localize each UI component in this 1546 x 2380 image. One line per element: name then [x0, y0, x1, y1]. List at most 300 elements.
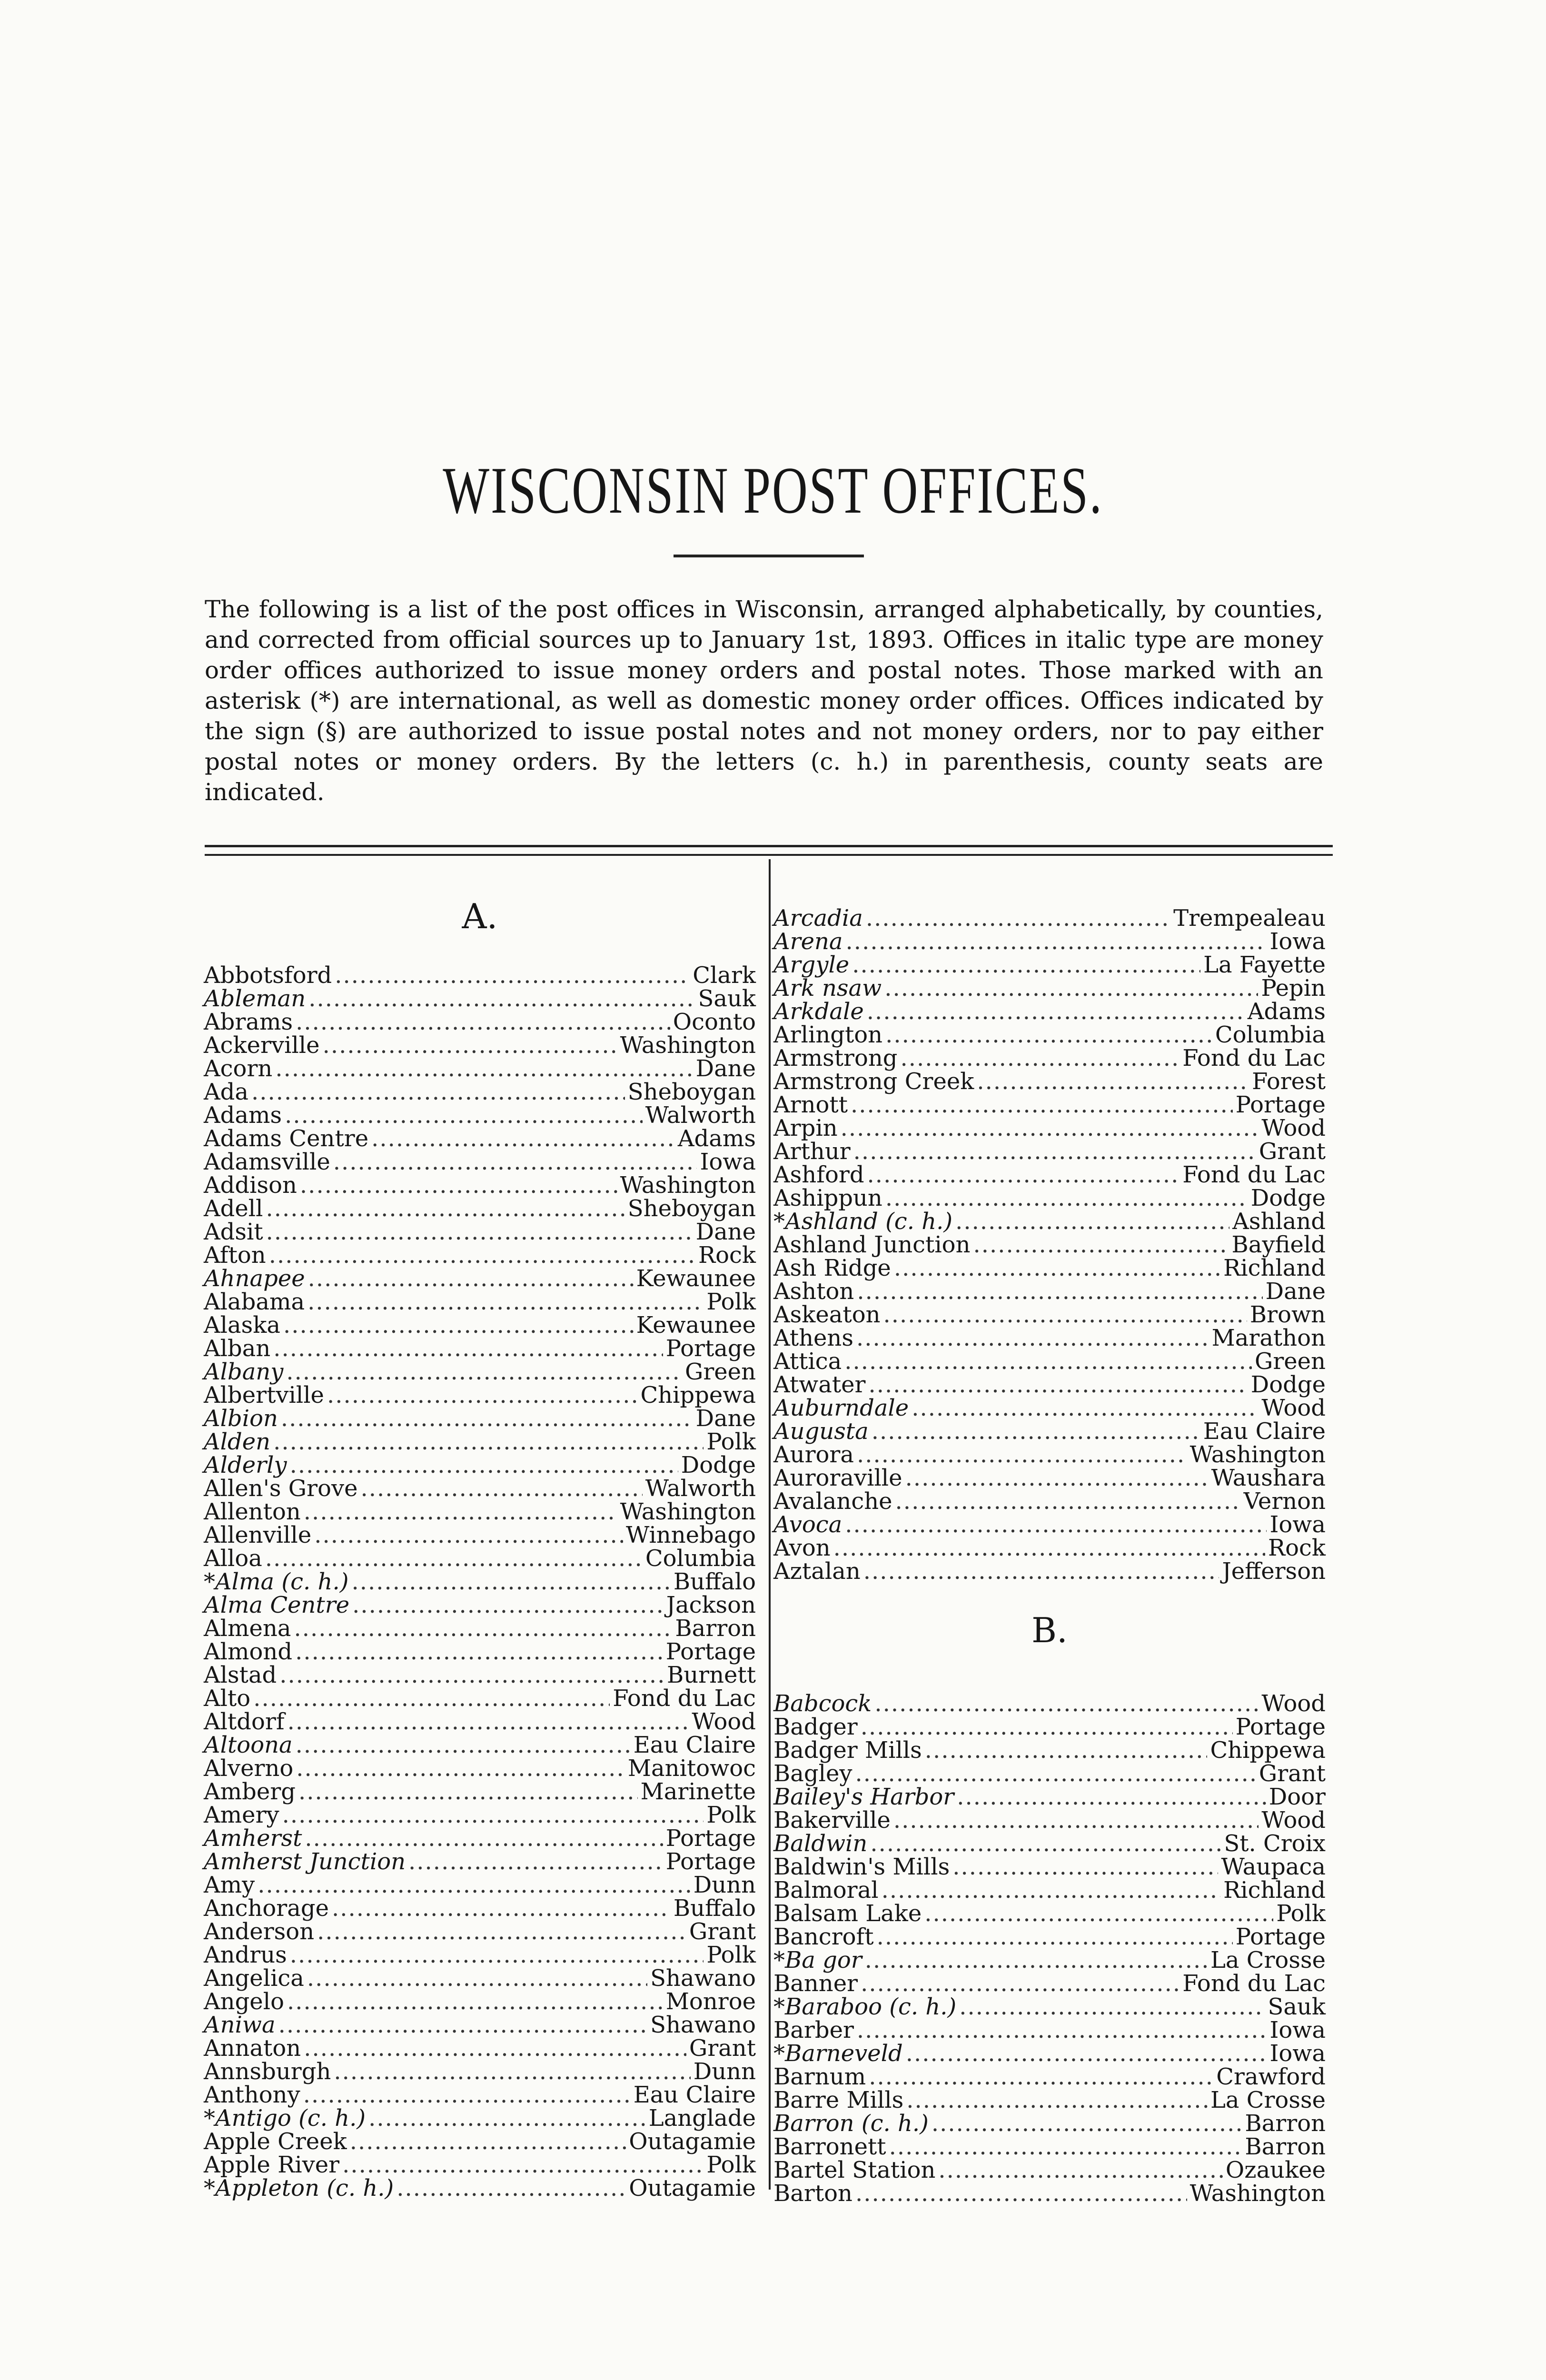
office-name: *Alma (c. h.): [204, 1568, 349, 1595]
dot-leader: [857, 2019, 1267, 2042]
dot-leader: [265, 1547, 643, 1570]
dot-leader: [924, 1902, 1273, 1925]
county-name: Fond du Lac: [1182, 1045, 1326, 1071]
office-name: Barre Mills: [773, 2087, 904, 2113]
office-name: Bagley: [773, 1760, 852, 1787]
county-name: Forest: [1252, 1068, 1326, 1095]
dot-leader: [286, 1360, 682, 1383]
office-name: Bartel Station: [773, 2157, 936, 2183]
dot-leader: [287, 1710, 689, 1733]
double-rule-divider: [205, 845, 1333, 856]
post-office-entry: [773, 2019, 1326, 2042]
post-office-entry: [204, 1127, 756, 1150]
office-name: Amy: [204, 1872, 255, 1898]
post-office-entry: [204, 1874, 756, 1896]
post-office-entry: [204, 1477, 756, 1500]
county-name: Pepin: [1261, 975, 1326, 1002]
office-name: Annaton: [204, 2035, 301, 2062]
post-office-entry: [773, 977, 1326, 1000]
post-office-entry: [204, 2130, 756, 2153]
county-name: Burnett: [666, 1662, 756, 1688]
county-name: Marathon: [1211, 1325, 1326, 1351]
office-name: *Appleton (c. h.): [204, 2175, 394, 2202]
county-name: Polk: [706, 2152, 756, 2178]
post-office-entry: [773, 1785, 1326, 1808]
county-name: Polk: [706, 1942, 756, 1968]
post-office-entry: [204, 1384, 756, 1407]
county-name: Grant: [1259, 1760, 1326, 1787]
post-office-entry: [204, 1337, 756, 1360]
county-name: Dodge: [1250, 1371, 1326, 1398]
post-office-entry: [204, 1081, 756, 1103]
office-name: Banner: [773, 1970, 858, 1997]
dot-leader: [295, 1640, 663, 1663]
office-name: Amberg: [204, 1778, 296, 1805]
office-name: Allen's Grove: [204, 1475, 358, 1502]
post-office-entry: [773, 1855, 1326, 1878]
office-name: Alverno: [204, 1755, 294, 1782]
county-name: Shawano: [650, 2012, 756, 2038]
office-name: *Ba gor: [773, 1947, 862, 1973]
dot-leader: [281, 1407, 693, 1430]
county-name: Dane: [1265, 1278, 1326, 1305]
county-name: Columbia: [645, 1545, 756, 1572]
post-office-entry: [773, 1490, 1326, 1513]
office-name: Adams Centre: [204, 1125, 369, 1152]
post-office-entry: [204, 1547, 756, 1570]
office-name: Adsit: [204, 1219, 263, 1245]
post-office-entry: [773, 1047, 1326, 1070]
office-name: Argyle: [773, 952, 850, 978]
office-name: Ableman: [204, 985, 306, 1012]
dot-leader: [305, 1827, 663, 1850]
county-name: Dodge: [681, 1452, 756, 1478]
office-name: Balmoral: [773, 1877, 879, 1904]
dot-leader: [342, 2153, 704, 2176]
post-office-entry: [204, 2060, 756, 2083]
post-office-entry: [204, 2013, 756, 2036]
county-name: Fond du Lac: [613, 1685, 756, 1712]
office-name: Alma Centre: [204, 1592, 350, 1618]
county-name: Portage: [1235, 1091, 1326, 1118]
office-name: Amherst: [204, 1825, 302, 1852]
office-name: Arcadia: [773, 905, 863, 932]
dot-leader: [885, 1023, 1212, 1046]
office-name: Armstrong Creek: [773, 1068, 974, 1095]
office-name: Alabama: [204, 1289, 305, 1315]
office-name: Balsam Lake: [773, 1900, 922, 1927]
dot-leader: [867, 1000, 1245, 1023]
post-office-entry: [773, 1210, 1326, 1233]
office-name: *Antigo (c. h.): [204, 2105, 366, 2132]
dot-leader: [266, 1197, 625, 1220]
post-office-entry: [204, 1057, 756, 1080]
post-office-entry: [204, 1687, 756, 1710]
dot-leader: [317, 1920, 686, 1943]
dot-leader: [314, 1524, 623, 1547]
office-name: Anchorage: [204, 1895, 329, 1922]
dot-leader: [303, 2083, 631, 2106]
county-name: Polk: [706, 1289, 756, 1315]
county-name: Walworth: [645, 1102, 756, 1129]
post-office-entry: [773, 1949, 1326, 1972]
dot-leader: [352, 1594, 664, 1616]
dot-leader: [883, 1303, 1247, 1326]
office-name: Barton: [773, 2180, 852, 2207]
dot-leader: [853, 1140, 1256, 1163]
post-office-entry: [204, 1920, 756, 1943]
office-name: Arlington: [773, 1021, 883, 1048]
county-name: Washington: [620, 1032, 756, 1059]
dot-leader: [335, 964, 690, 987]
dot-leader: [327, 1384, 637, 1407]
post-office-entry: [773, 2042, 1326, 2065]
dot-leader: [874, 1692, 1259, 1715]
post-office-entry: [204, 1617, 756, 1640]
dot-leader: [846, 930, 1267, 953]
post-office-entry: [773, 2065, 1326, 2088]
county-name: Manitowoc: [627, 1755, 756, 1782]
post-office-entry: [773, 953, 1326, 976]
post-office-entry: [773, 1257, 1326, 1279]
post-office-entry: [773, 2182, 1326, 2205]
office-name: Badger: [773, 1714, 858, 1740]
post-office-entry: [773, 1972, 1326, 1995]
post-office-entry: [204, 964, 756, 987]
office-name: Amery: [204, 1802, 279, 1828]
post-office-entry: [773, 1117, 1326, 1140]
county-name: Adams: [1247, 998, 1326, 1025]
office-name: Alderly: [204, 1452, 287, 1478]
office-name: Albion: [204, 1405, 278, 1432]
dot-leader: [285, 1104, 643, 1127]
post-office-entry: [204, 2083, 756, 2106]
office-name: Babcock: [773, 1690, 872, 1717]
post-office-entry: [773, 1000, 1326, 1023]
dot-leader: [889, 2135, 1242, 2158]
office-name: Addison: [204, 1172, 297, 1199]
office-name: Arpin: [773, 1115, 838, 1141]
dot-leader: [957, 1785, 1266, 1808]
dot-leader: [884, 977, 1258, 1000]
dot-leader: [253, 1687, 610, 1710]
intro-paragraph: The following is a list of the post offices in Wisconsin, arranged alphabetically, by counties, and corrected from official sources up to January 1st, 1893. Offices in italic type are money order offices authorized to issue money orders and postal notes. Those marked with an asterisk (*) are international, as well as domestic money order offices. Offices indicated by the sign (§) are authorized to issue postal notes and not money orders, nor to pay either postal notes or money orders. By the letters (c. h.) in parenthesis, county seats are indicated.: [205, 595, 1323, 806]
post-office-entry: [204, 1594, 756, 1616]
county-name: Grant: [689, 2035, 756, 2062]
dot-leader: [906, 2089, 1208, 2112]
dot-leader: [906, 2042, 1267, 2065]
county-name: Sauk: [1268, 1993, 1326, 2020]
office-name: Almena: [204, 1615, 291, 1642]
office-name: Badger Mills: [773, 1737, 922, 1764]
dot-leader: [298, 1780, 638, 1803]
section-heading-b: B.: [1031, 1610, 1068, 1650]
post-office-entry: [773, 1902, 1326, 1925]
county-name: Iowa: [1269, 2017, 1326, 2043]
office-name: Amherst Junction: [204, 1848, 406, 1875]
county-name: Chippewa: [640, 1382, 756, 1408]
post-office-entry: [204, 1757, 756, 1780]
dot-leader: [841, 1117, 1259, 1140]
county-name: Green: [684, 1359, 756, 1385]
dot-leader: [269, 1244, 695, 1267]
office-name: Afton: [204, 1242, 266, 1269]
post-office-entry: [204, 1500, 756, 1523]
office-name: Altdorf: [204, 1708, 285, 1735]
post-office-entry: [773, 1397, 1326, 1419]
office-name: Alaska: [204, 1312, 280, 1339]
county-name: Dane: [695, 1405, 756, 1432]
county-name: Waupaca: [1221, 1854, 1326, 1880]
county-name: Iowa: [1269, 928, 1326, 955]
county-name: Portage: [665, 1825, 756, 1852]
dot-leader: [885, 1187, 1248, 1210]
county-name: Brown: [1249, 1301, 1326, 1328]
office-name: Bailey's Harbor: [773, 1784, 954, 1810]
county-name: Adams: [677, 1125, 756, 1152]
county-name: Grant: [689, 1918, 756, 1945]
county-name: Washington: [1189, 2180, 1326, 2207]
post-office-entry: [773, 1995, 1326, 2018]
section-heading-a: A.: [462, 896, 498, 936]
county-name: Dunn: [693, 1872, 756, 1898]
dot-leader: [865, 1949, 1208, 1972]
county-name: Richland: [1223, 1877, 1326, 1904]
dot-leader: [351, 1570, 670, 1593]
county-name: Sheboygan: [627, 1079, 756, 1105]
office-name: Andrus: [204, 1942, 287, 1968]
dot-leader: [861, 1972, 1179, 1995]
dot-leader: [282, 1804, 704, 1826]
office-name: Allenville: [204, 1522, 312, 1548]
dot-leader: [304, 1500, 617, 1523]
county-name: Buffalo: [673, 1568, 756, 1595]
office-name: Ashland Junction: [773, 1231, 971, 1258]
office-name: Baldwin: [773, 1830, 868, 1857]
post-office-entry: [204, 1827, 756, 1850]
dot-leader: [368, 2107, 646, 2130]
county-name: Outagamie: [629, 2128, 756, 2155]
office-name: Adams: [204, 1102, 282, 1129]
dot-leader: [894, 1257, 1220, 1279]
office-name: Attica: [773, 1348, 842, 1375]
post-office-entry: [204, 2177, 756, 2200]
county-name: Ashland: [1232, 1208, 1326, 1235]
dot-leader: [296, 1734, 631, 1756]
page-title: WISCONSIN POST OFFICES.: [443, 454, 1103, 527]
county-name: Columbia: [1215, 1021, 1326, 1048]
dot-leader: [278, 2013, 647, 2036]
post-office-entry: [773, 1832, 1326, 1855]
dot-leader: [938, 2159, 1223, 2182]
office-name: Alban: [204, 1335, 271, 1362]
post-office-entry: [204, 987, 756, 1010]
office-name: Anderson: [204, 1918, 315, 1945]
post-office-entry: [204, 1430, 756, 1453]
dot-leader: [959, 1995, 1265, 2018]
office-name: Arkdale: [773, 998, 864, 1025]
dot-leader: [323, 1034, 617, 1057]
office-name: Aztalan: [773, 1558, 861, 1585]
office-name: Alloa: [204, 1545, 262, 1572]
dot-leader: [287, 1990, 663, 2013]
county-name: Polk: [1276, 1900, 1326, 1927]
office-name: Angelica: [204, 1965, 304, 1992]
office-name: Ash Ridge: [773, 1255, 891, 1281]
column-divider: [769, 859, 771, 2190]
dot-leader: [932, 2112, 1242, 2135]
office-name: *Baraboo (c. h.): [773, 1993, 957, 2020]
post-office-entry: [204, 1034, 756, 1057]
office-name: Albany: [204, 1359, 284, 1385]
office-name: Augusta: [773, 1418, 869, 1445]
office-name: Atwater: [773, 1371, 866, 1398]
post-office-entry: [204, 1967, 756, 1990]
office-name: Avalanche: [773, 1488, 892, 1515]
dot-leader: [290, 1454, 678, 1477]
county-name: Iowa: [1269, 1511, 1326, 1538]
dot-leader: [872, 1420, 1200, 1443]
county-name: Dodge: [1250, 1185, 1326, 1211]
post-office-entry: [773, 1809, 1326, 1832]
post-office-entry: [773, 1537, 1326, 1559]
post-office-entry: [773, 1140, 1326, 1163]
office-name: Abrams: [204, 1009, 293, 1035]
post-office-entry: [204, 2153, 756, 2176]
county-name: Vernon: [1243, 1488, 1326, 1515]
post-office-entry: [773, 1513, 1326, 1536]
county-name: Barron: [1245, 2110, 1326, 2137]
county-name: Portage: [665, 1848, 756, 1875]
dot-leader: [882, 1879, 1221, 1902]
county-name: Rock: [1268, 1535, 1326, 1561]
post-office-entry: [773, 1762, 1326, 1785]
post-office-entry: [204, 1944, 756, 1966]
county-name: Walworth: [645, 1475, 756, 1502]
office-name: Ada: [204, 1079, 249, 1105]
county-name: Kewaunee: [636, 1312, 756, 1339]
office-name: Angelo: [204, 1988, 284, 2015]
county-name: La Crosse: [1210, 1947, 1326, 1973]
office-name: Annsburgh: [204, 2058, 331, 2085]
post-office-entry: [204, 2107, 756, 2130]
county-name: Clark: [693, 962, 756, 989]
post-office-entry: [204, 1897, 756, 1920]
post-office-entry: [773, 1560, 1326, 1583]
dot-leader: [867, 1163, 1180, 1186]
post-office-entry: [773, 1327, 1326, 1349]
county-name: Fond du Lac: [1182, 1161, 1326, 1188]
county-name: Washington: [620, 1172, 756, 1199]
office-name: Alto: [204, 1685, 251, 1712]
office-name: Adamsville: [204, 1149, 330, 1175]
office-name: Almond: [204, 1638, 293, 1665]
dot-leader: [863, 1560, 1219, 1583]
county-name: Dane: [695, 1219, 756, 1245]
office-name: Barron (c. h.): [773, 2110, 929, 2137]
dot-leader: [912, 1397, 1259, 1419]
county-name: Dane: [695, 1055, 756, 1082]
post-office-entry: [204, 1011, 756, 1033]
office-name: Avon: [773, 1535, 831, 1561]
county-name: Wood: [1261, 1807, 1326, 1834]
dot-leader: [408, 1850, 663, 1873]
county-name: Chippewa: [1210, 1737, 1326, 1764]
county-name: Portage: [1235, 1714, 1326, 1740]
post-office-entry: [773, 1739, 1326, 1762]
dot-leader: [844, 1350, 1252, 1373]
office-name: Arthur: [773, 1138, 851, 1165]
county-name: La Crosse: [1210, 2087, 1326, 2113]
post-office-entry: [773, 1925, 1326, 1948]
county-name: Dunn: [693, 2058, 756, 2085]
post-office-entry: [204, 1197, 756, 1220]
county-name: Langlade: [648, 2105, 756, 2132]
post-office-entry: [204, 1314, 756, 1337]
county-name: Polk: [706, 1802, 756, 1828]
dot-leader: [905, 1467, 1209, 1489]
post-office-entry: [204, 1664, 756, 1686]
county-name: Rock: [698, 1242, 756, 1269]
post-office-entry: [773, 1350, 1326, 1373]
post-office-entry: [204, 1267, 756, 1290]
dot-leader: [332, 1897, 671, 1920]
post-office-entry: [204, 1244, 756, 1267]
office-name: Bancroft: [773, 1924, 874, 1950]
dot-leader: [307, 1290, 704, 1313]
dot-leader: [290, 1944, 704, 1966]
county-name: Portage: [665, 1638, 756, 1665]
post-office-entry: [204, 1990, 756, 2013]
post-office-entry: [204, 1454, 756, 1477]
dot-leader: [300, 1174, 617, 1197]
office-name: Barnum: [773, 2063, 866, 2090]
dot-leader: [334, 2060, 690, 2083]
post-office-entry: [204, 1150, 756, 1173]
office-name: Athens: [773, 1325, 853, 1351]
post-office-entry: [773, 1070, 1326, 1093]
post-office-entry: [773, 2159, 1326, 2182]
office-name: Altoona: [204, 1732, 293, 1758]
county-name: Kewaunee: [636, 1265, 756, 1292]
office-name: Auroraville: [773, 1465, 902, 1491]
post-office-entry: [773, 2089, 1326, 2112]
post-office-entry: [204, 1780, 756, 1803]
dot-leader: [273, 1430, 704, 1453]
post-office-entry: [204, 1220, 756, 1243]
county-name: Crawford: [1216, 2063, 1326, 2090]
post-office-entry: [204, 1524, 756, 1547]
dot-leader: [308, 987, 695, 1010]
county-name: Trempealeau: [1173, 905, 1326, 932]
office-name: Barber: [773, 2017, 854, 2043]
post-office-entry: [773, 1303, 1326, 1326]
dot-leader: [360, 1477, 642, 1500]
post-office-entry: [773, 1373, 1326, 1396]
post-office-entry: [204, 1407, 756, 1430]
county-name: Washington: [1189, 1441, 1326, 1468]
office-name: Anthony: [204, 2082, 300, 2108]
county-name: Outagamie: [629, 2175, 756, 2202]
post-office-entry: [773, 1233, 1326, 1256]
post-office-entry: [773, 2112, 1326, 2135]
dot-leader: [283, 1314, 634, 1337]
office-name: Alden: [204, 1428, 271, 1455]
county-name: Ozaukee: [1225, 2157, 1326, 2183]
dot-leader: [333, 1150, 697, 1173]
dot-leader: [856, 1327, 1209, 1349]
dot-leader: [855, 1762, 1256, 1785]
